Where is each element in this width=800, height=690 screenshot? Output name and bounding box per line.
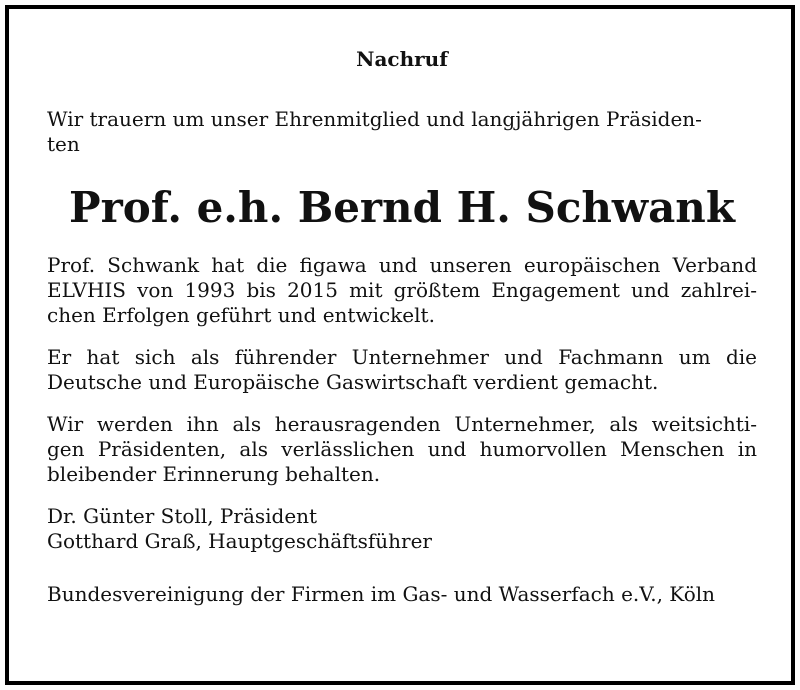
heading: Nachruf [356, 47, 448, 71]
paragraph-line: bleibender Erinnerung behalten. [47, 462, 381, 486]
obituary-content [47, 47, 757, 607]
obituary-frame [5, 5, 795, 685]
deceased-name: Prof. e.h. Bernd H. Schwank [69, 183, 735, 232]
paragraph-leadership [47, 253, 757, 328]
paragraph-line: Er hat sich als führender Unternehmer und Fachmann um die [47, 345, 757, 369]
paragraph-line: gen Präsidenten, als verlässlichen und humorvollen Menschen in [47, 437, 757, 461]
intro-line: Wir trauern um unser Ehrenmitglied und langjährigen Präsiden- [47, 107, 702, 131]
paragraph-remembrance [47, 412, 757, 487]
paragraph-line: Deutsche und Europäische Gaswirtschaft verdient gemacht. [47, 370, 659, 394]
intro-line: ten [47, 132, 80, 156]
paragraph-line: Wir werden ihn als herausragenden Unternehmer, als weitsichti- [47, 412, 757, 436]
signatory-president: Dr. Günter Stoll, Präsident [47, 504, 318, 528]
signatories [47, 504, 757, 554]
paragraph-line: Prof. Schwank hat die figawa und unseren europäischen Verband [47, 253, 757, 277]
intro-text [47, 107, 757, 157]
organization-name: Bundesvereinigung der Firmen im Gas- und Wasserfach e.V., Köln [47, 582, 716, 606]
paragraph-line: chen Erfolgen geführt und entwickelt. [47, 303, 435, 327]
paragraph-merits [47, 345, 757, 395]
paragraph-line: ELVHIS von 1993 bis 2015 mit größtem Engagement und zahlrei- [47, 278, 757, 302]
signatory-managing-director: Gotthard Graß, Hauptgeschäftsführer [47, 529, 432, 553]
